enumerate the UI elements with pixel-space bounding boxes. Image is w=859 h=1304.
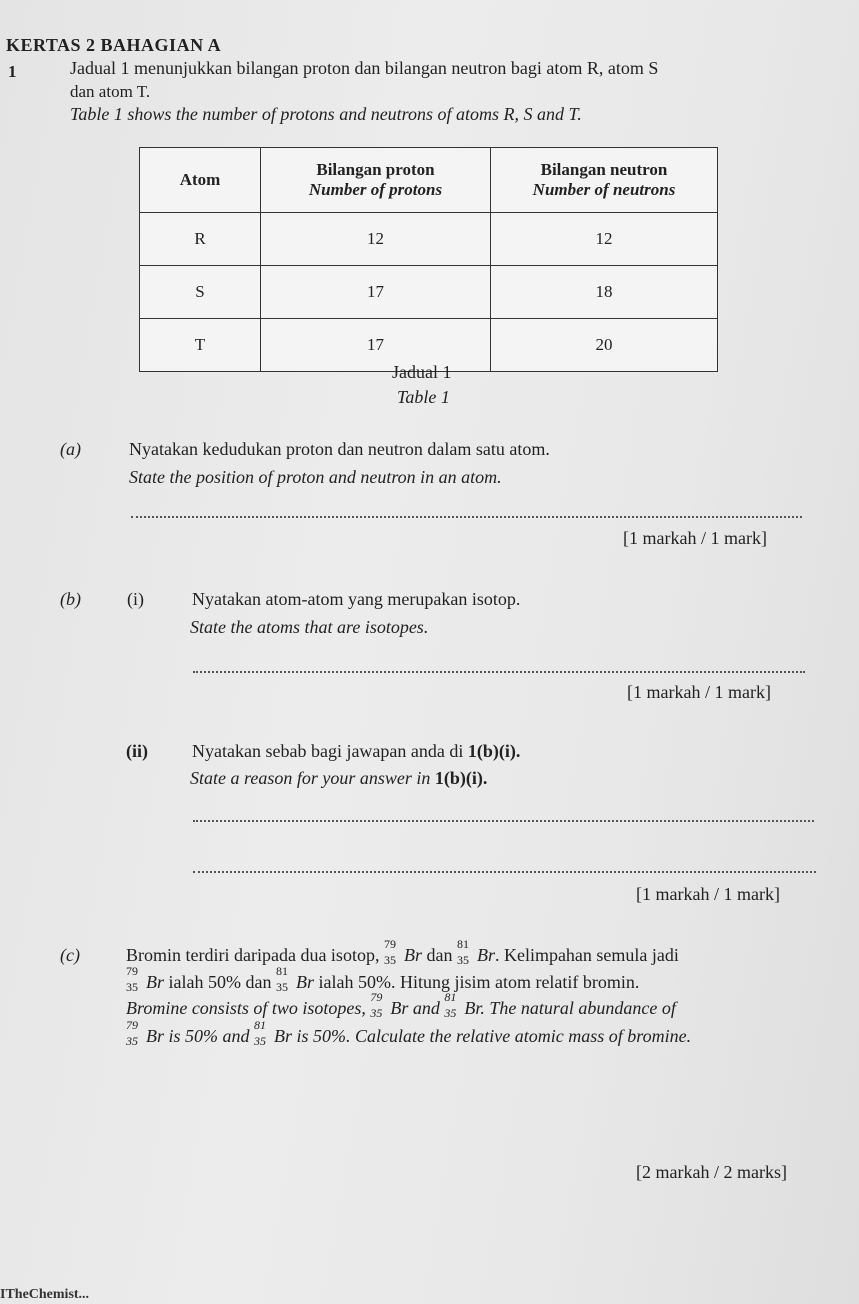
element-symbol: Br — [464, 998, 481, 1018]
table-caption-en: Table 1 — [397, 387, 450, 407]
part-c-malay-line1 — [126, 937, 679, 967]
isotope-notation — [383, 937, 404, 967]
text-span: dan — [421, 945, 457, 965]
atomic-number: 35 — [444, 1006, 457, 1020]
cell-protons: 17 — [261, 266, 491, 319]
isotope-notation — [126, 1018, 146, 1048]
table-row — [140, 266, 718, 319]
isotope-notation — [456, 937, 477, 967]
element-symbol: Br — [476, 945, 495, 965]
part-b-i-marks: [1 markah / 1 mark] — [627, 682, 771, 702]
intro-english: Table 1 shows the number of protons and neutrons of atoms R, S and T. — [70, 104, 582, 124]
cell-protons: 12 — [261, 213, 491, 266]
text-span: ialah 50%. Hitung jisim atom relatif bromin. — [313, 972, 640, 992]
header-neutrons-en: Number of neutrons — [532, 180, 676, 199]
part-c-malay-line2 — [126, 964, 640, 994]
table-row — [140, 213, 718, 266]
part-a-english: State the position of proton and neutron in an atom. — [129, 467, 502, 487]
atomic-number: 35 — [370, 1006, 383, 1020]
paper-header: KERTAS 2 BAHAGIAN A — [6, 35, 222, 55]
mass-number: 81 — [254, 1018, 266, 1032]
text-span: is 50% and — [164, 1026, 254, 1046]
answer-line-b-i[interactable] — [193, 671, 805, 673]
intro-malay-line1: Jadual 1 menunjukkan bilangan proton dan bilangan neutron bagi atom R, atom S — [70, 58, 659, 78]
mass-number: 79 — [370, 990, 383, 1004]
part-b-ii-malay — [192, 741, 520, 762]
part-a-label: (a) — [60, 439, 81, 459]
cell-neutrons: 12 — [491, 213, 718, 266]
atomic-number: 35 — [456, 953, 469, 967]
question-reference: 1(b)(i). — [467, 741, 521, 761]
part-a-marks: [1 markah / 1 mark] — [623, 528, 767, 548]
part-b-label: (b) — [60, 589, 81, 609]
table-caption-ms: Jadual 1 — [392, 362, 452, 382]
text-span: Bromin terdiri daripada dua isotop, — [126, 945, 384, 965]
part-b-ii-english-text: State a reason for your answer in — [190, 768, 435, 788]
part-b-i-malay: Nyatakan atom-atom yang merupakan isotop. — [192, 589, 521, 609]
element-symbol: Br — [403, 945, 422, 965]
cell-protons: 17 — [261, 319, 491, 372]
atomic-number: 35 — [126, 980, 138, 994]
atomic-number: 35 — [275, 980, 288, 994]
table-header-row — [140, 148, 718, 213]
element-symbol: Br — [274, 1026, 292, 1046]
cell-atom: S — [140, 266, 261, 319]
mass-number: 81 — [275, 964, 288, 978]
part-b-i-label: (i) — [127, 589, 144, 609]
header-neutrons-ms: Bilangan neutron — [540, 160, 668, 179]
part-b-ii-malay-text: Nyatakan sebab bagi jawapan anda di — [192, 741, 468, 761]
isotope-notation — [275, 964, 296, 994]
atomic-number: 35 — [126, 1034, 138, 1048]
element-symbol: Br — [146, 972, 164, 992]
header-protons-ms: Bilangan proton — [316, 160, 435, 179]
element-symbol: Br — [295, 972, 314, 992]
answer-line-b-ii-1[interactable] — [193, 820, 814, 822]
header-atom: Atom — [140, 148, 261, 213]
text-span: is 50%. Calculate the relative atomic mass of bromine. — [292, 1026, 692, 1046]
text-span: . The natural abundance of — [480, 998, 676, 1018]
cell-atom: R — [140, 213, 261, 266]
cell-neutrons: 18 — [491, 266, 718, 319]
cell-atom: T — [140, 319, 261, 372]
element-symbol: Br — [146, 1026, 164, 1046]
isotope-notation — [370, 990, 390, 1020]
text-span: ialah 50% dan — [164, 972, 276, 992]
text-span: Bromine consists of two isotopes, — [126, 998, 371, 1018]
part-b-ii-marks: [1 markah / 1 mark] — [636, 884, 780, 904]
part-a-malay: Nyatakan kedudukan proton dan neutron dalam satu atom. — [129, 439, 550, 459]
header-neutrons — [491, 148, 718, 213]
part-b-ii-english — [190, 768, 487, 789]
mass-number: 79 — [383, 937, 396, 951]
answer-line-a[interactable] — [131, 516, 802, 518]
question-number: 1 — [8, 62, 17, 81]
question-reference: 1(b)(i). — [434, 768, 488, 788]
part-c-marks: [2 markah / 2 marks] — [636, 1162, 787, 1182]
data-table — [139, 147, 718, 372]
footer-watermark: ITheChemist... — [0, 1287, 90, 1302]
mass-number: 79 — [126, 964, 138, 978]
part-c-english-line2 — [126, 1018, 692, 1048]
intro-malay-line2: dan atom T. — [70, 82, 151, 101]
isotope-notation — [126, 964, 146, 994]
atomic-number: 35 — [254, 1034, 266, 1048]
atomic-number: 35 — [383, 953, 396, 967]
isotope-notation — [254, 1018, 274, 1048]
text-span: . Kelimpahan semula jadi — [494, 945, 679, 965]
mass-number: 79 — [126, 1018, 138, 1032]
header-protons-en: Number of protons — [308, 180, 443, 199]
mass-number: 81 — [456, 937, 469, 951]
element-symbol: Br — [390, 998, 409, 1018]
answer-line-b-ii-2[interactable] — [193, 871, 816, 873]
cell-neutrons: 20 — [491, 319, 718, 372]
part-c-label: (c) — [60, 945, 80, 965]
mass-number: 81 — [444, 990, 457, 1004]
part-c-english-line1 — [126, 990, 676, 1020]
header-protons — [261, 148, 491, 213]
text-span: and — [408, 998, 445, 1018]
part-b-ii-label: (ii) — [126, 741, 148, 761]
part-b-i-english: State the atoms that are isotopes. — [190, 617, 429, 637]
isotope-notation — [444, 990, 464, 1020]
